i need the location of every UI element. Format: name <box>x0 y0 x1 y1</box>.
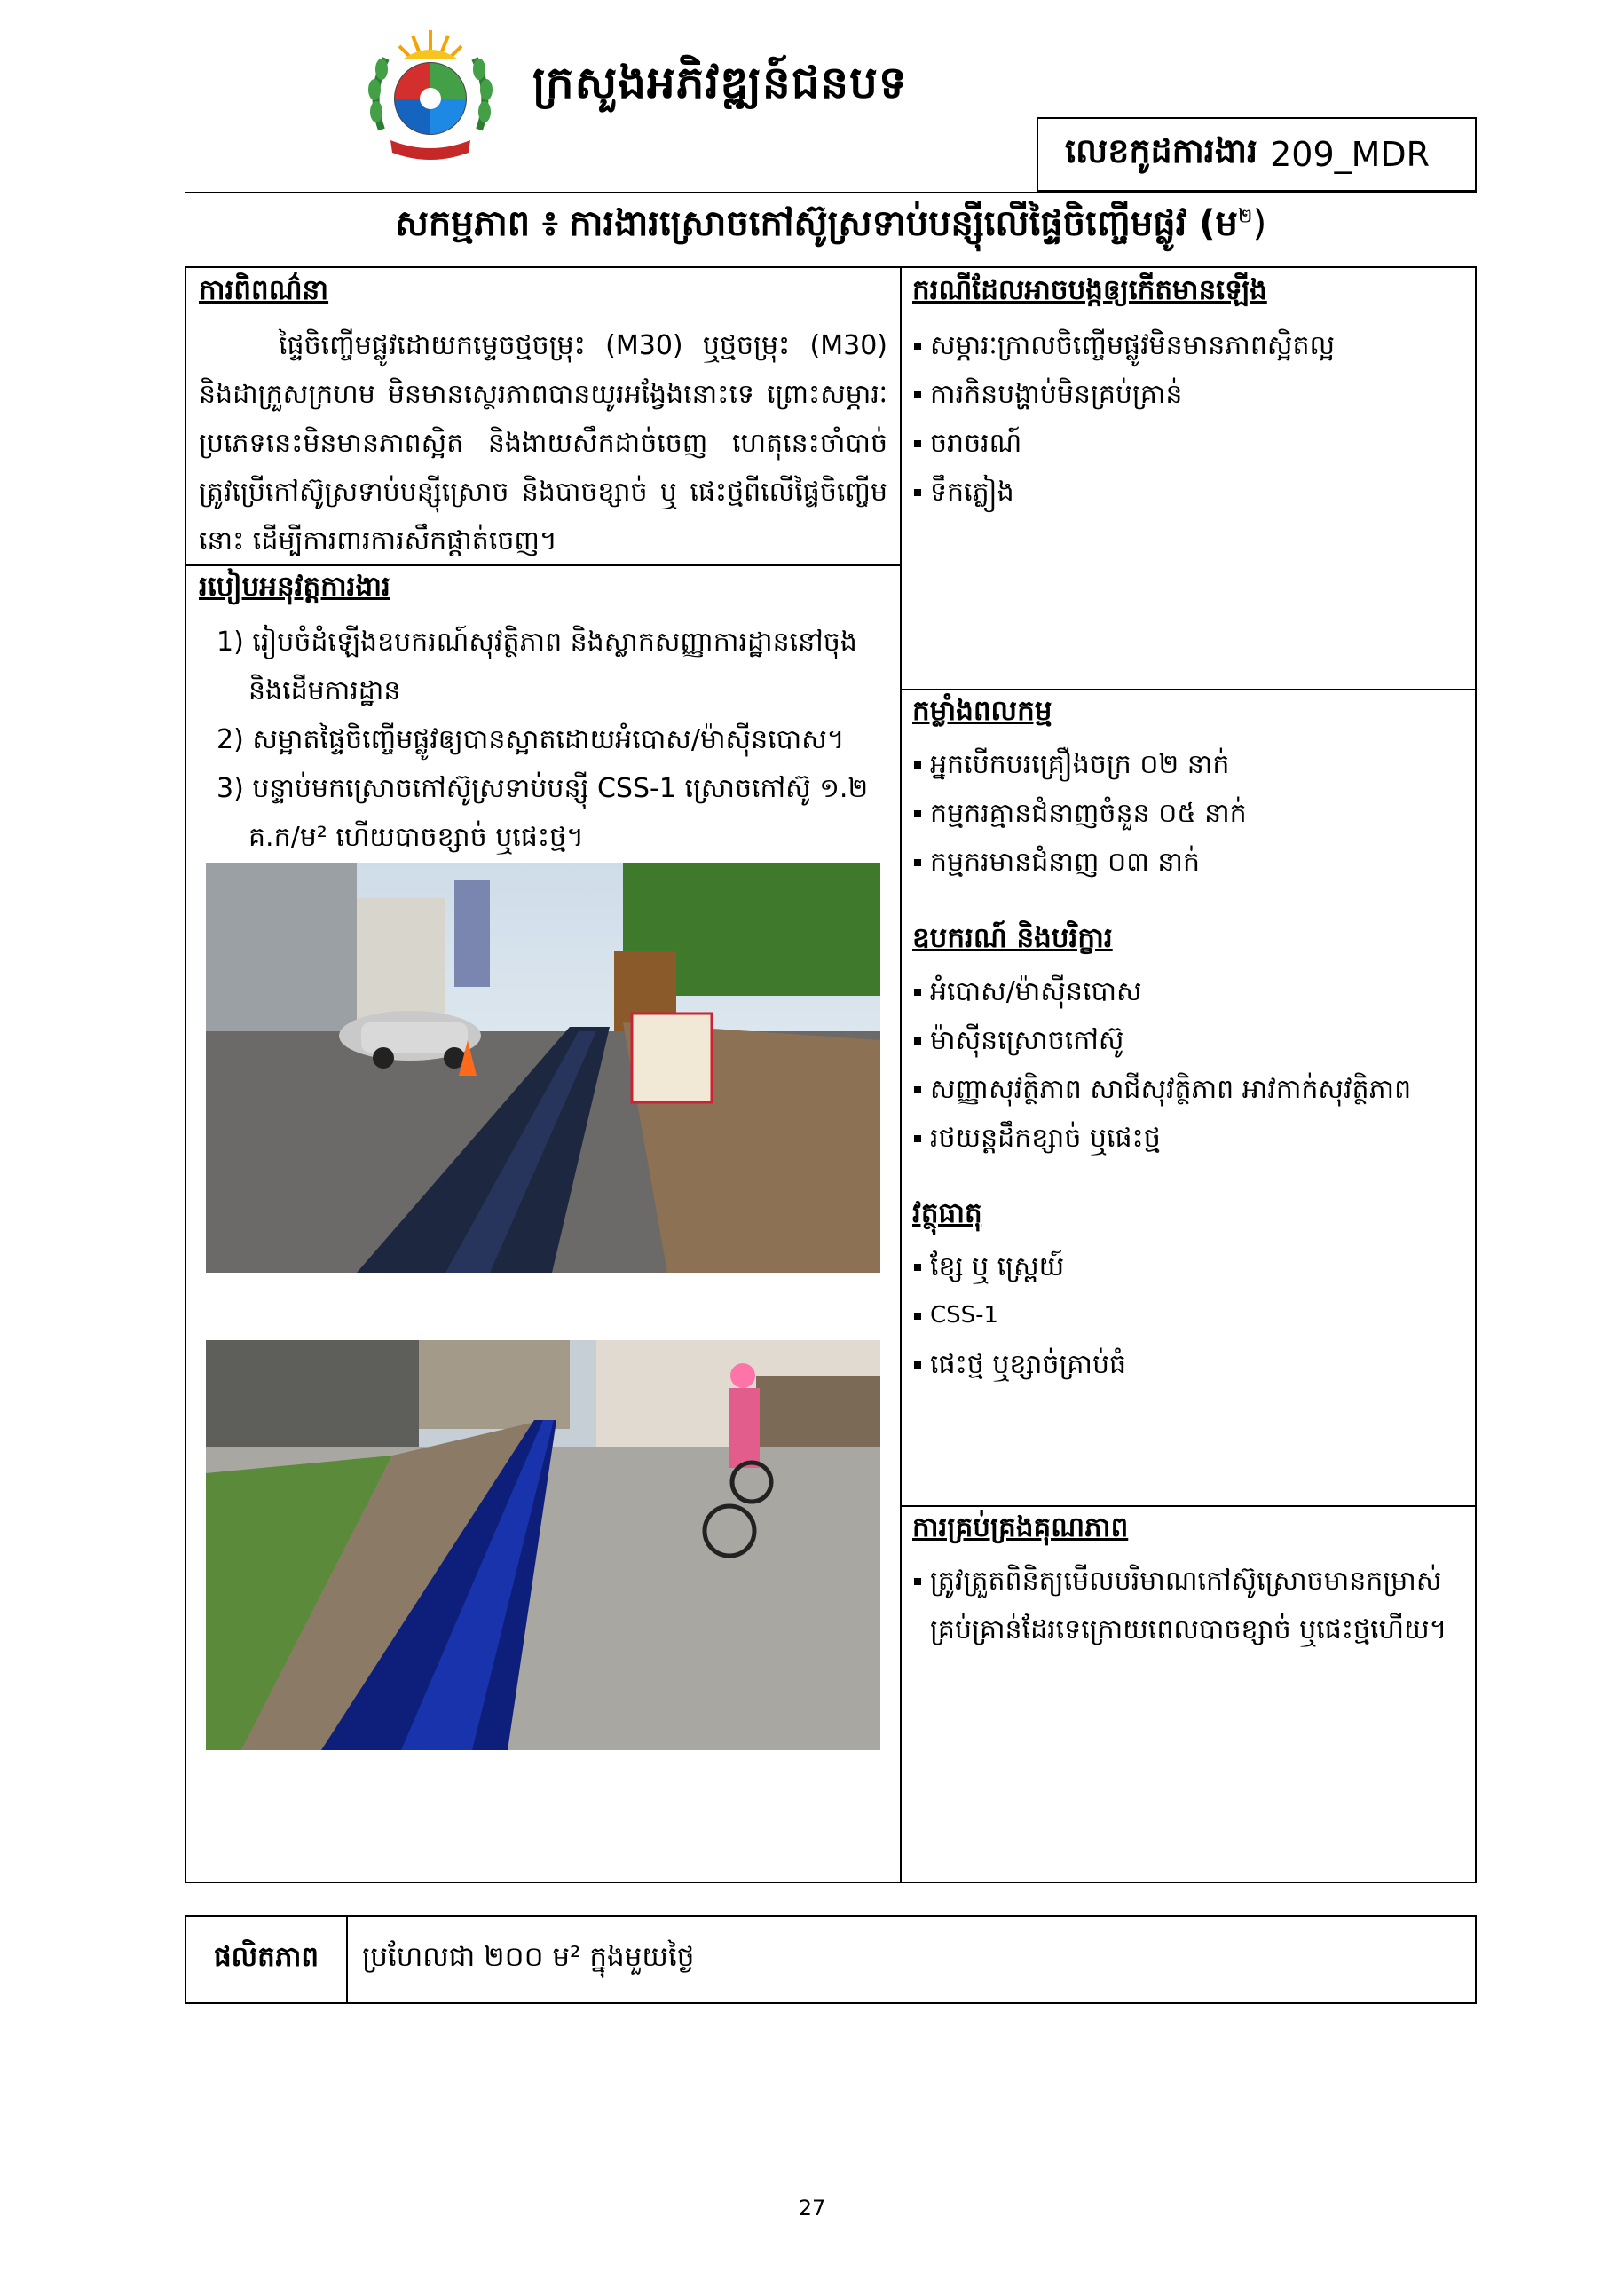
work-code-label: លេខកូដការងារ <box>1065 131 1258 170</box>
procedure-title: របៀបអនុវត្តការងារ <box>199 571 390 603</box>
activity-label: សកម្មភាព ៖ <box>394 203 558 244</box>
description-text: ផ្ទៃចិញ្ចើមផ្លូវដោយកម្ទេចថ្មចម្រុះ (M30) ឬថ្មចម្រុះ (M30) និងដាក្រួសក្រហម មិនមានស្ថេរភាពបានយូរអង្វែងនោះទេ ព្រោះសម្ភារៈប្រភេទនេះមិនមានភាពស្អិត និងងាយសឹកដាច់ចេញ ហេតុនេះចាំបាច់ត្រូវប្រើកៅស៊ូស្រទាប់បន្សុីស្រោច និងបាចខ្សាច់ ឬ ផេះថ្មពីលើផ្ទៃចិញ្ចើមនោះ ដើម្បីការពារការសឹកផ្ដាត់ចេញ។ <box>199 330 887 556</box>
road-photo-icon <box>206 863 880 1273</box>
materials-list <box>912 1242 1126 1389</box>
list-item: ម៉ាស៊ីនស្រោចកៅស៊ូ <box>912 1016 1411 1065</box>
header-divider <box>185 192 1477 193</box>
list-item: អំបោស/ម៉ាស៊ីនបោស <box>912 967 1411 1016</box>
equipment-list <box>912 967 1411 1163</box>
procedure-step: 3) បន្ទាប់មកស្រោចកៅស៊ូស្រទាប់បន្សុី CSS-1 ស្រោចកៅស៊ូ ១.២ គ.ក/ម² ហើយបាចខ្សាច់ ឬផេះថ្ម។ <box>217 773 869 853</box>
risks-list <box>912 321 1335 517</box>
work-sheet-table <box>185 266 1477 1883</box>
list-item: សម្ភារៈក្រាលចិញ្ចើមផ្លូវមិនមានភាពស្អិតល្អ <box>912 321 1335 370</box>
productivity-row <box>185 1915 1477 2004</box>
quality-list <box>912 1557 1462 1654</box>
photo-shoulder-finished <box>206 1340 880 1750</box>
list-item: រថយន្តដឹកខ្សាច់ ឬផេះថ្ម <box>912 1114 1411 1163</box>
activity-heading <box>185 201 1477 253</box>
page-number: 27 <box>798 2196 826 2221</box>
ministry-name: ក្រសួងអភិវឌ្ឍន៍ជនបទ <box>532 57 908 108</box>
equipment-title: ឧបករណ៍ និងបរិក្ខារ <box>912 922 1113 954</box>
road-photo-icon <box>206 1340 880 1750</box>
activity-unit-close: ) <box>1252 203 1267 244</box>
row-divider-quality <box>900 1505 1477 1507</box>
description-title: ការពិពណ៌នា <box>199 274 329 306</box>
productivity-label: ផលិតភាព <box>186 1917 348 2002</box>
productivity-value: ប្រហែលជា ២០០ ម² ក្នុងមួយថ្ងៃ <box>362 1940 695 1973</box>
activity-title: ការងារស្រោចកៅស៊ូស្រទាប់បន្សុីលើផ្ទៃចិញ្ចើមផ្លូវ (ម <box>569 203 1238 244</box>
procedure-step: 2) សម្អាតផ្ទៃចិញ្ចើមផ្លូវឲ្យបានស្អាតដោយអំបោស/ម៉ាស៊ីនបោស។ <box>217 724 845 755</box>
list-item: CSS-1 <box>912 1291 1126 1340</box>
work-code-box <box>1037 117 1477 192</box>
list-item: សញ្ញាសុវត្ថិភាព សាជីសុវត្ថិភាព អាវកាក់សុវត្ថិភាព <box>912 1065 1411 1114</box>
list-item: កម្មករមានជំនាញ ០៣ នាក់ <box>912 838 1247 887</box>
ministry-logo-icon <box>364 23 497 165</box>
list-item: ទឹកភ្លៀង <box>912 468 1335 517</box>
column-divider <box>900 268 902 1882</box>
risks-title: ករណីដែលអាចបង្កឲ្យកើតមានឡើង <box>912 274 1267 306</box>
list-item: ចរាចរណ៍ <box>912 419 1335 468</box>
labor-list <box>912 740 1247 887</box>
list-item: ខ្សែ ឬ ស្ព្រេយ៍ <box>912 1242 1126 1291</box>
list-item: ផេះថ្ម ឬខ្សាច់គ្រាប់ធំ <box>912 1340 1126 1389</box>
work-code-value: 209_MDR <box>1270 135 1431 174</box>
list-item: អ្នកបើកបរគ្រឿងចក្រ ០២ នាក់ <box>912 740 1247 789</box>
list-item: កម្មករគ្មានជំនាញចំនួន ០៥ នាក់ <box>912 789 1247 838</box>
quality-title: ការគ្រប់គ្រងគុណភាព <box>912 1511 1129 1543</box>
list-item: ការកិនបង្ហាប់មិនគ្រប់គ្រាន់ <box>912 370 1335 419</box>
ministry-logo <box>364 23 497 165</box>
procedure-steps <box>199 618 891 862</box>
row-divider-risks <box>900 689 1477 690</box>
photo-shoulder-spraying <box>206 863 880 1273</box>
procedure-step: 1) រៀបចំដំឡើងឧបករណ៍សុវត្ថិភាព និងស្លាកសញ្ញាការដ្ឋាននៅចុង និងដើមការដ្ឋាន <box>217 627 857 706</box>
materials-title: វត្ថុធាតុ <box>912 1197 982 1229</box>
list-item: ត្រូវត្រួតពិនិត្យមើលបរិមាណកៅស៊ូស្រោចមានកម្រាស់គ្រប់គ្រាន់ដែរទេក្រោយពេលបាចខ្សាច់ ឬផេះថ្មហើយ។ <box>912 1557 1462 1654</box>
activity-unit-superscript: ២ <box>1237 205 1253 228</box>
labor-title: កម្លាំងពលកម្ម <box>912 695 1052 727</box>
